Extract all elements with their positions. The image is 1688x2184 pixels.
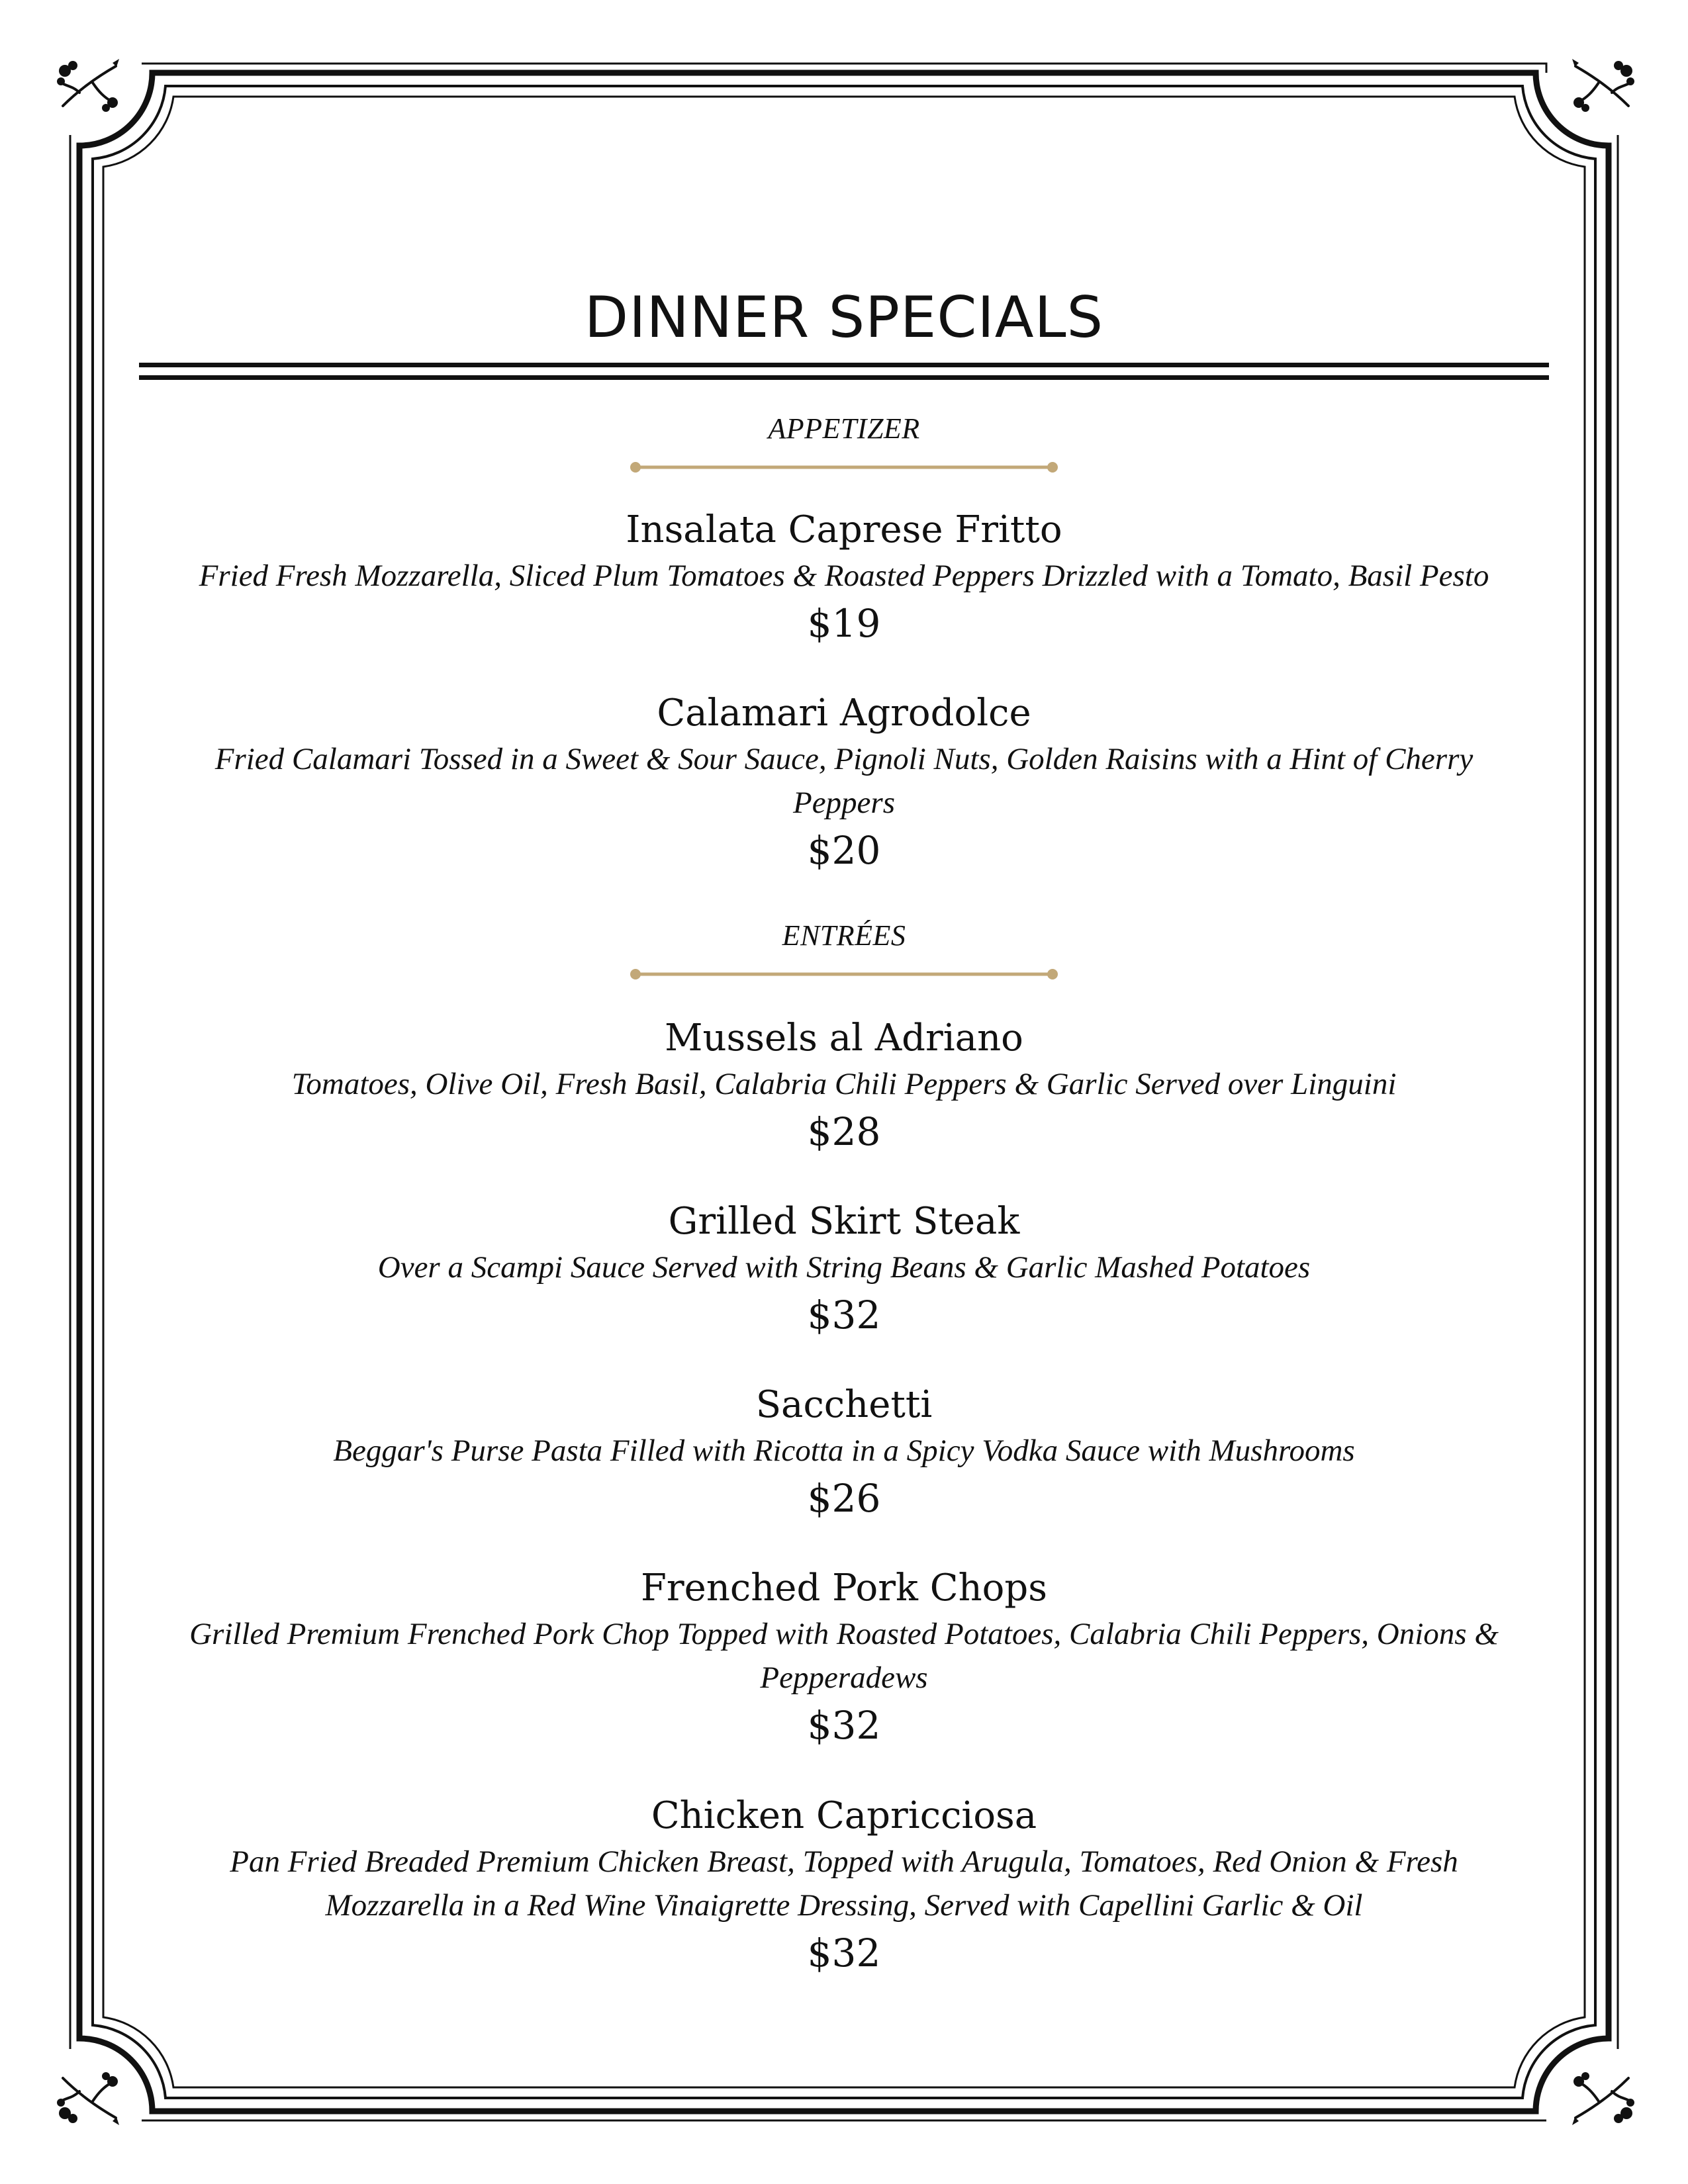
menu-item bbox=[159, 506, 1529, 649]
item-description: Fried Calamari Tossed in a Sweet & Sour Sauce, Pignoli Nuts, Golden Raisins with a Hint of Cherry Peppers bbox=[214, 742, 1474, 820]
menu-item bbox=[159, 1198, 1529, 1341]
item-name: Grilled Skirt Steak bbox=[668, 1200, 1020, 1243]
section-divider bbox=[629, 968, 1059, 981]
menu-item bbox=[159, 690, 1529, 876]
item-price: $26 bbox=[807, 1476, 881, 1521]
title-double-rule bbox=[139, 363, 1549, 380]
item-description: Pan Fried Breaded Premium Chicken Breast, Topped with Arugula, Tomatoes, Red Onion & Fresh Mozzarella in a Red Wine Vinaigrette Dressing, Served with Capellini Garlic & Oil bbox=[230, 1844, 1458, 1923]
item-price: $32 bbox=[807, 1293, 881, 1338]
item-price: $20 bbox=[807, 828, 881, 873]
item-name: Mussels al Adriano bbox=[665, 1017, 1023, 1060]
section-divider bbox=[629, 461, 1059, 474]
menu-item bbox=[159, 1381, 1529, 1524]
item-name: Calamari Agrodolce bbox=[657, 692, 1031, 735]
item-description: Over a Scampi Sauce Served with String Beans & Garlic Mashed Potatoes bbox=[377, 1250, 1311, 1285]
menu-item bbox=[159, 1565, 1529, 1751]
section-header-appetizer bbox=[0, 410, 1688, 474]
item-name: Frenched Pork Chops bbox=[641, 1567, 1047, 1610]
item-name: Chicken Capricciosa bbox=[651, 1794, 1037, 1837]
corner-ornament-bottom-left bbox=[53, 2068, 126, 2128]
item-price: $32 bbox=[807, 1703, 881, 1748]
menu-item bbox=[159, 1792, 1529, 1979]
corner-ornament-bottom-right bbox=[1566, 2068, 1638, 2128]
item-description: Tomatoes, Olive Oil, Fresh Basil, Calabria Chili Peppers & Garlic Served over Linguini bbox=[291, 1067, 1397, 1101]
page-title: DINNER SPECIALS bbox=[584, 285, 1104, 351]
item-description: Grilled Premium Frenched Pork Chop Topped with Roasted Potatoes, Calabria Chili Peppers, Onions & Pepperadews bbox=[189, 1617, 1499, 1695]
item-price: $19 bbox=[807, 601, 881, 646]
item-price: $28 bbox=[807, 1109, 881, 1154]
section-header-entrees bbox=[0, 917, 1688, 981]
section-label: ENTRÉES bbox=[782, 919, 906, 952]
menu-item bbox=[159, 1015, 1529, 1158]
section-label: APPETIZER bbox=[768, 412, 920, 445]
corner-ornament-top-left bbox=[53, 56, 126, 116]
item-name: Insalata Caprese Fritto bbox=[626, 508, 1062, 551]
item-description: Beggar's Purse Pasta Filled with Ricotta in a Spicy Vodka Sauce with Mushrooms bbox=[333, 1433, 1355, 1468]
item-name: Sacchetti bbox=[755, 1383, 933, 1426]
item-description: Fried Fresh Mozzarella, Sliced Plum Tomatoes & Roasted Peppers Drizzled with a Tomato, Basil Pesto bbox=[199, 559, 1489, 593]
corner-ornament-top-right bbox=[1566, 56, 1638, 116]
item-price: $32 bbox=[807, 1931, 881, 1976]
